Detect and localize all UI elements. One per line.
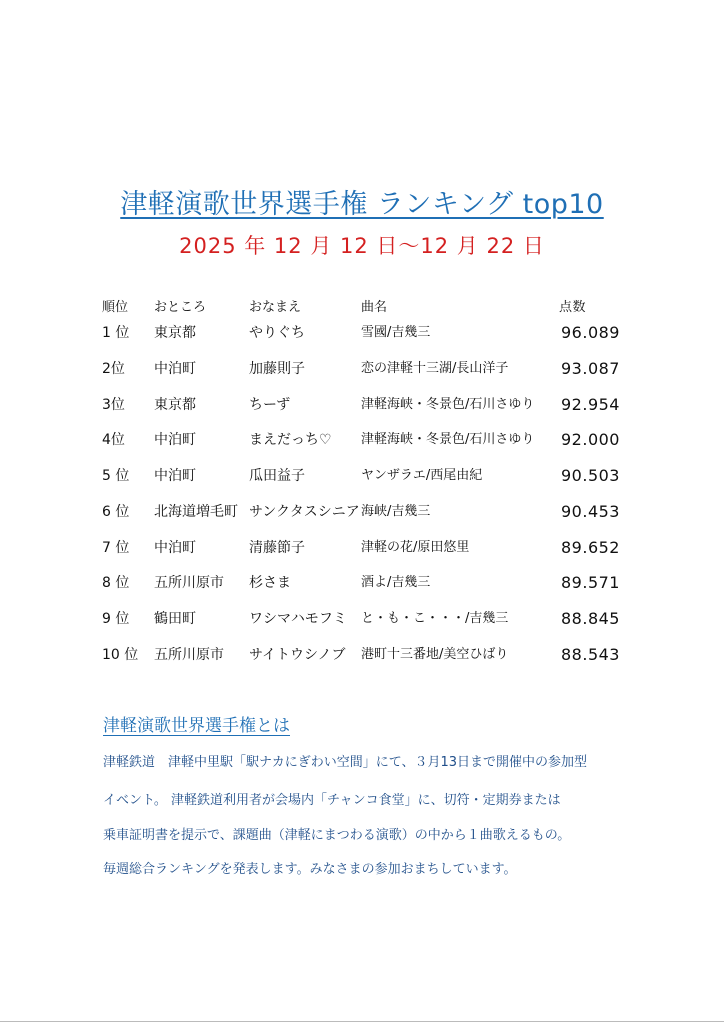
cell-song: と・も・こ・・・/吉幾三 xyxy=(361,611,509,626)
about-title: 津軽演歌世界選手権とは xyxy=(103,716,290,736)
cell-song: 津軽海峡・冬景色/石川さゆり xyxy=(361,432,535,447)
header-rank: 順位 xyxy=(102,300,129,315)
cell-rank: 4位 xyxy=(102,432,125,448)
cell-song: 海峡/吉幾三 xyxy=(361,504,431,519)
header-song: 曲名 xyxy=(361,300,388,315)
table-row xyxy=(0,466,724,496)
cell-score: 88.543 xyxy=(561,645,620,664)
cell-score: 93.087 xyxy=(561,359,620,378)
header-area: おところ xyxy=(154,300,207,315)
cell-name: サイトウシノブ xyxy=(249,647,346,663)
cell-name: サンクタスシニア xyxy=(249,504,360,520)
cell-rank: 5 位 xyxy=(102,468,130,484)
table-row xyxy=(0,538,724,568)
cell-name: 加藤則子 xyxy=(249,361,305,377)
table-row xyxy=(0,430,724,460)
cell-song: 酒よ/吉幾三 xyxy=(361,575,431,590)
cell-song: 津軽海峡・冬景色/石川さゆり xyxy=(361,397,535,412)
cell-area: 東京都 xyxy=(154,325,196,341)
cell-rank: 6 位 xyxy=(102,504,130,520)
cell-name: まえだっち♡ xyxy=(249,432,332,448)
cell-song: 恋の津軽十三湖/長山洋子 xyxy=(361,361,509,376)
cell-area: 中泊町 xyxy=(154,540,196,556)
cell-song: 津軽の花/原田悠里 xyxy=(361,540,470,555)
cell-score: 90.503 xyxy=(561,466,620,485)
cell-score: 89.571 xyxy=(561,573,620,592)
cell-score: 90.453 xyxy=(561,502,620,521)
date-range: 2025 年 12 月 12 日～12 月 22 日 xyxy=(179,234,545,258)
cell-rank: 2位 xyxy=(102,361,125,377)
cell-name: やりぐち xyxy=(249,325,305,341)
cell-name: ちーず xyxy=(249,397,291,413)
cell-area: 五所川原市 xyxy=(154,575,224,591)
cell-area: 東京都 xyxy=(154,397,196,413)
cell-rank: 7 位 xyxy=(102,540,130,556)
about-line: 津軽鉄道 津軽中里駅「駅ナカにぎわい空間」にて、３月13日まで開催中の参加型 xyxy=(103,755,588,770)
cell-song: 港町十三番地/美空ひばり xyxy=(361,647,509,662)
cell-score: 92.000 xyxy=(561,430,620,449)
about-line: イベント。 津軽鉄道利用者が会場内「チャンコ食堂」に、切符・定期券または xyxy=(103,793,561,808)
table-row xyxy=(0,573,724,603)
cell-area: 中泊町 xyxy=(154,468,196,484)
cell-score: 89.652 xyxy=(561,538,620,557)
page-bottom-rule xyxy=(0,1021,724,1022)
table-row xyxy=(0,359,724,389)
cell-score: 88.845 xyxy=(561,609,620,628)
cell-rank: 10 位 xyxy=(102,647,139,663)
cell-name: 瓜田益子 xyxy=(249,468,305,484)
cell-rank: 9 位 xyxy=(102,611,130,627)
page-title: 津軽演歌世界選手権 ランキング top10 xyxy=(120,189,604,220)
header-name: おなまえ xyxy=(249,300,302,315)
cell-name: 杉さま xyxy=(249,575,291,591)
cell-area: 中泊町 xyxy=(154,361,196,377)
cell-rank: 8 位 xyxy=(102,575,130,591)
cell-area: 中泊町 xyxy=(154,432,196,448)
cell-score: 92.954 xyxy=(561,395,620,414)
cell-name: ワシマハモフミ xyxy=(249,611,347,627)
cell-area: 北海道増毛町 xyxy=(154,504,238,520)
table-row xyxy=(0,645,724,675)
table-row xyxy=(0,395,724,425)
about-line: 乗車証明書を提示で、課題曲（津軽にまつわる演歌）の中から１曲歌えるもの。 xyxy=(103,828,571,843)
about-line: 毎週総合ランキングを発表します。みなさまの参加おまちしています。 xyxy=(103,862,517,877)
cell-area: 鶴田町 xyxy=(154,611,196,627)
cell-area: 五所川原市 xyxy=(154,647,224,663)
header-score: 点数 xyxy=(559,300,587,315)
table-row xyxy=(0,609,724,639)
cell-score: 96.089 xyxy=(561,323,620,342)
cell-name: 清藤節子 xyxy=(249,540,305,556)
cell-rank: 1 位 xyxy=(102,325,130,341)
cell-song: 雪國/吉幾三 xyxy=(361,325,431,340)
table-row xyxy=(0,502,724,532)
cell-rank: 3位 xyxy=(102,397,125,413)
cell-song: ヤンザラエ/西尾由紀 xyxy=(361,468,483,483)
table-row xyxy=(0,323,724,353)
